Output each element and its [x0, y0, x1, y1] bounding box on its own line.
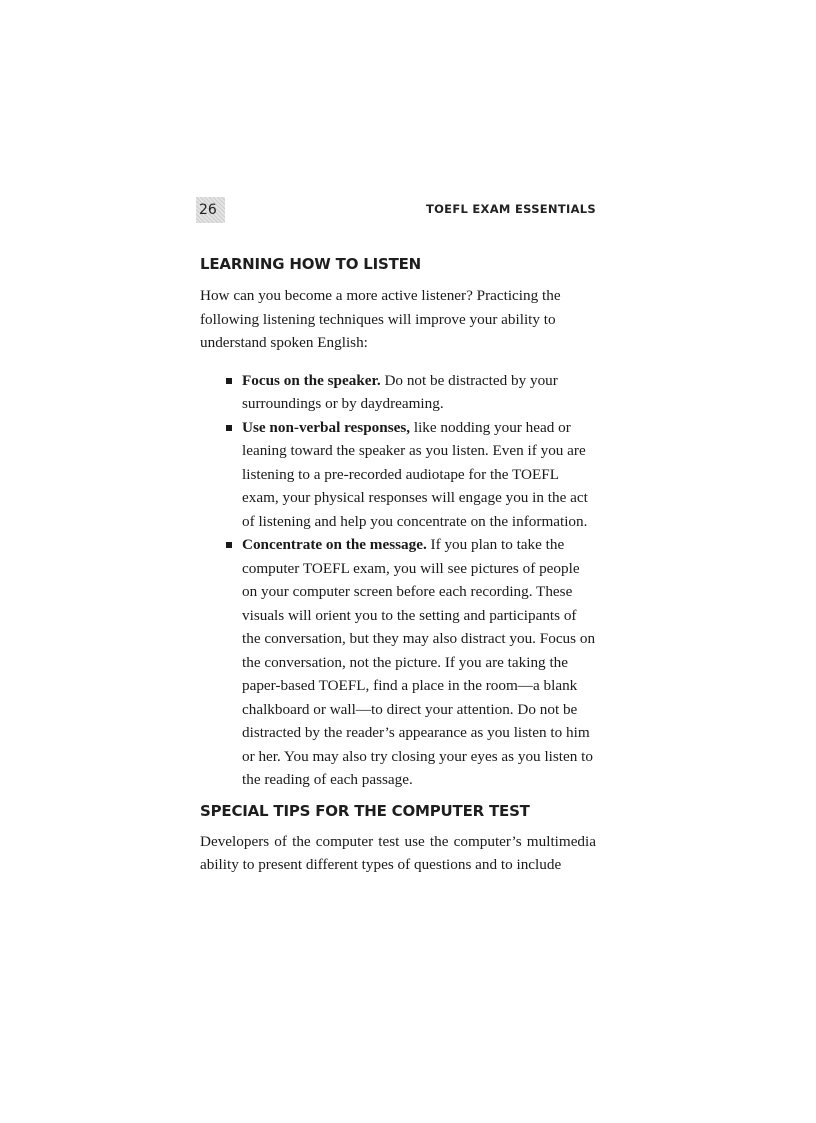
book-title: TOEFL EXAM ESSENTIALS [425, 202, 596, 216]
running-header [200, 195, 596, 225]
list-item [242, 416, 596, 534]
intro-paragraph: How can you become a more active listener? Practicing the following listening techniques will improve your ability to understand spoken English: [200, 287, 561, 351]
book-page [200, 195, 596, 877]
list-item [242, 533, 596, 792]
tip-body: like nodding your head or leaning toward the speaker as you listen. Even if you are listening to a pre-recorded audiotape for the TOEFL exam, your physical responses will engage you in the act of listening and help you concentrate on the information. [242, 418, 588, 530]
tip-lead: Use non-verbal responses, [242, 418, 411, 436]
section-heading-listen: LEARNING HOW TO LISTEN [200, 255, 422, 273]
tip-lead: Focus on the speaker. [242, 371, 381, 389]
tip-lead: Concentrate on the message. [242, 536, 427, 553]
tip-body: If you plan to take the computer TOEFL exam, you will see pictures of people on your computer screen before each recording. These visuals will orient you to the setting and participants of the conversation, but they may also distract you. Focus on the conversation, not the picture. If you are taking the paper-based TOEFL, find a place in the room—a blank chalkboard or wall—to direct your attention. Do not be distracted by the reader’s appearance as you listen to him or her. You may also try closing your eyes as you listen to the reading of each passage. [242, 536, 596, 788]
list-item [242, 369, 596, 416]
listening-tips-list [200, 369, 596, 792]
page-number: 26 [196, 197, 225, 223]
section-heading-computer-test: SPECIAL TIPS FOR THE COMPUTER TEST [200, 801, 530, 820]
tip-body: Do not be distracted by your surroundings or by daydreaming. [242, 371, 558, 412]
computer-test-paragraph: Developers of the computer test use the computer’s multimedia ability to present different types of questions and to include [200, 832, 596, 873]
